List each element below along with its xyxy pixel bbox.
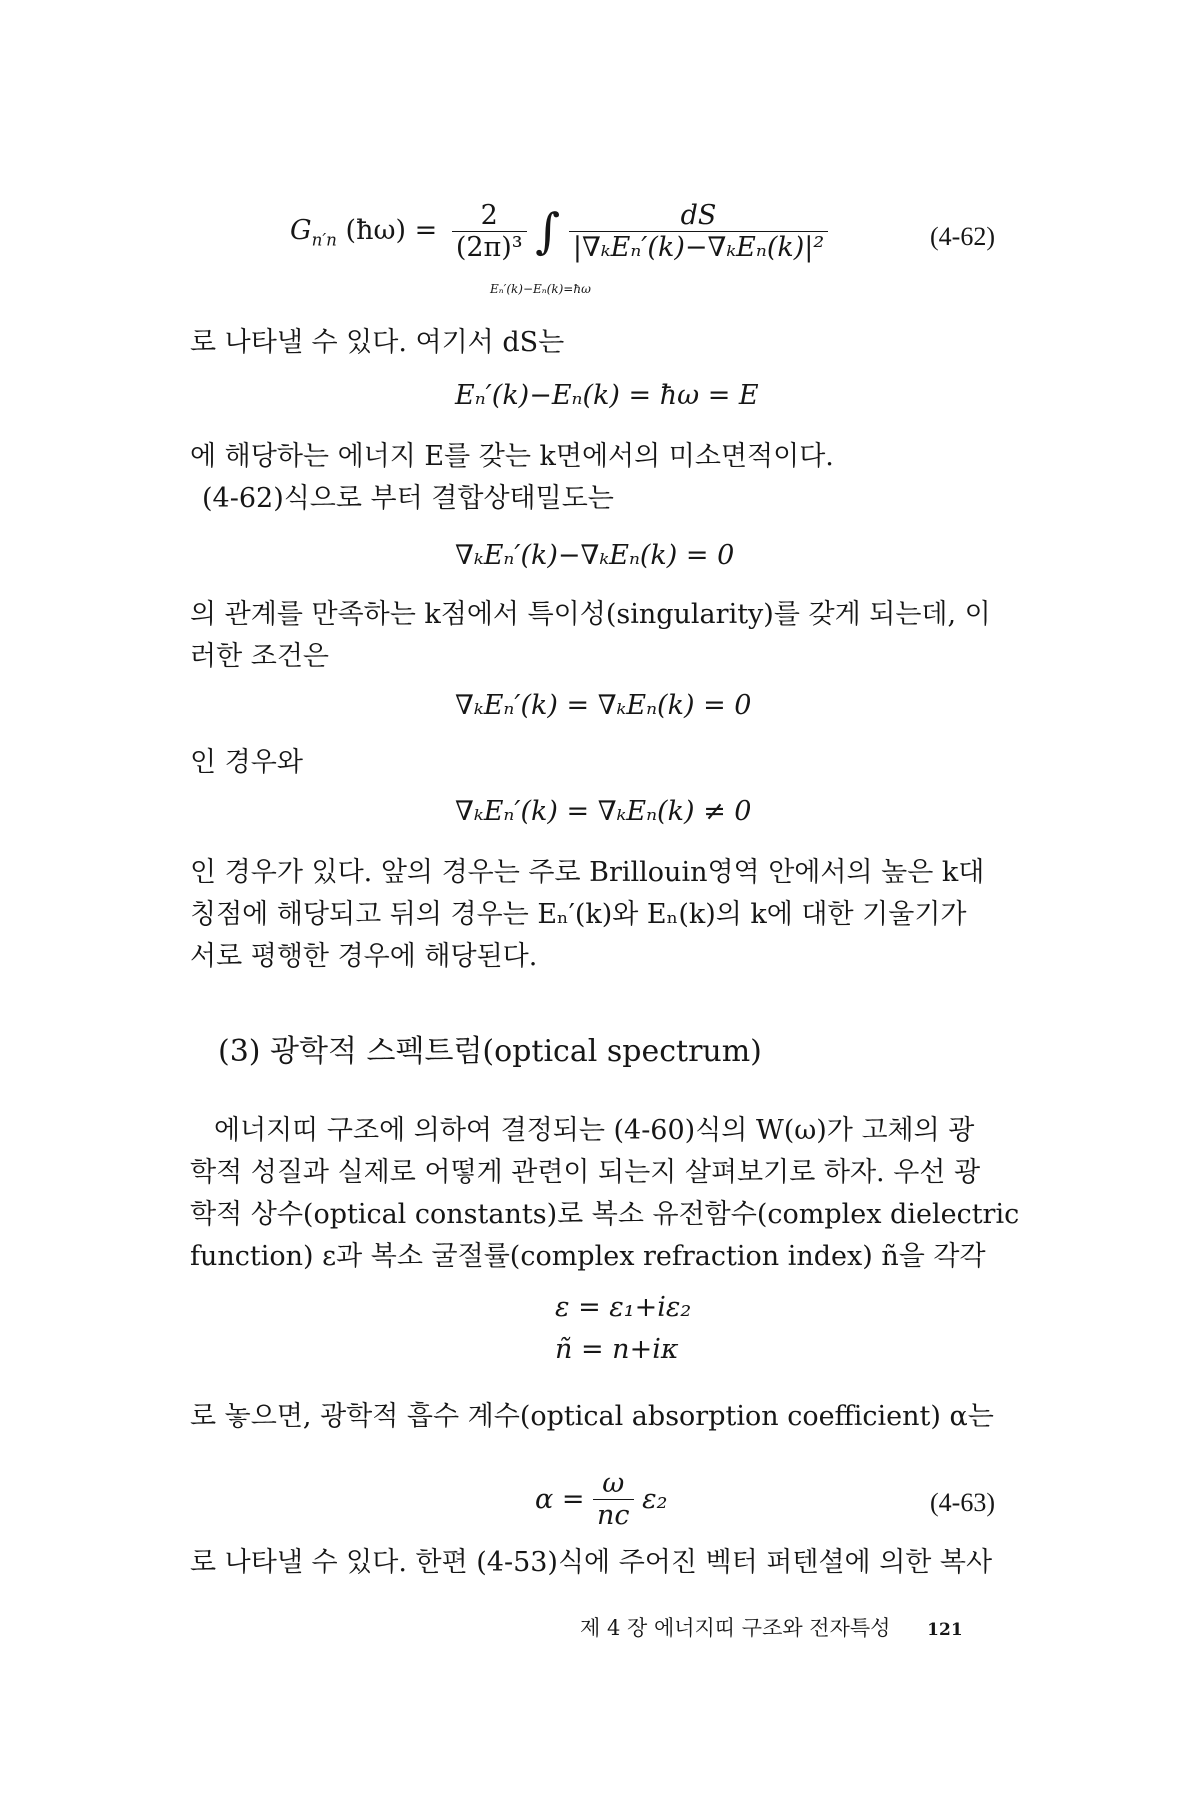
text-line: 러한 조건은: [190, 641, 329, 672]
paragraph-3: [190, 594, 1058, 678]
paragraph-8: [190, 1542, 1058, 1584]
text-line: 학적 상수(optical constants)로 복소 유전함수(complex dielectric: [190, 1199, 1020, 1230]
eq-4-63-fraction: [593, 1468, 634, 1531]
chapter-title: 제 4 장 에너지띠 구조와 전자특성: [580, 1616, 891, 1640]
text-line: 에 해당하는 에너지 E를 갖는 k면에서의 미소면적이다.: [190, 441, 834, 472]
equation-number-4-62: (4-62): [930, 222, 995, 251]
equation-grad-diff-zero: ∇ₖEₙ′(k)−∇ₖEₙ(k) = 0: [455, 540, 735, 571]
integrand-num: dS: [569, 200, 828, 232]
eq-4-63-rhs: ε₂: [642, 1484, 668, 1515]
eq-4-63-lhs: α =: [535, 1484, 585, 1515]
text-line: 서로 평행한 경우에 해당된다.: [190, 941, 538, 972]
eq-integral-condition: Eₙ′(k)−Eₙ(k)=ħω: [490, 282, 591, 296]
text-line: 칭점에 해당되고 뒤의 경우는 Eₙ′(k)와 Eₙ(k)의 k에 대한 기울기가: [190, 899, 967, 930]
equation-number-4-63: (4-63): [930, 1488, 995, 1517]
frac-den: (2π)³: [455, 232, 523, 263]
paragraph-5: [190, 852, 1058, 978]
paragraph-4: [190, 742, 1058, 784]
integrand-den: |∇ₖEₙ′(k)−∇ₖEₙ(k)|²: [572, 232, 825, 263]
integral-sign: ∫: [535, 203, 561, 260]
text-line: 학적 성질과 실제로 어떻게 관련이 되는지 살펴보기로 하자. 우선 광: [190, 1157, 981, 1188]
equation-grad-equal-nonzero: ∇ₖEₙ′(k) = ∇ₖEₙ(k) ≠ 0: [455, 796, 752, 827]
eq-lhs-arg: (ħω) =: [345, 215, 438, 246]
text-line: function) ε과 복소 굴절률(complex refraction index) ñ을 각각: [190, 1241, 986, 1272]
page-number: 121: [927, 1620, 963, 1640]
paragraph-6: [190, 1110, 1058, 1278]
text-line: 로 놓으면, 광학적 흡수 계수(optical absorption coefficient) α는: [190, 1401, 994, 1432]
page-footer: [580, 1612, 963, 1642]
eq-lhs-sub: n′n: [311, 229, 337, 250]
text-line: 인 경우가 있다. 앞의 경우는 주로 Brillouin영역 안에서의 높은 k대: [190, 857, 985, 888]
equation-4-63: [535, 1468, 667, 1531]
paragraph-1: [190, 322, 1058, 364]
text-line: 의 관계를 만족하는 k점에서 특이성(singularity)를 갖게 되는데, 이: [190, 599, 991, 630]
equation-n-tilde: ñ = n+iκ: [555, 1334, 679, 1365]
equation-epsilon: ε = ε₁+iε₂: [555, 1292, 692, 1323]
eq-lhs: G: [290, 215, 312, 246]
text-line: 로 나타낼 수 있다. 여기서 dS는: [190, 327, 565, 358]
paragraph-7: [190, 1396, 1058, 1438]
eq-fraction-2pi: [452, 200, 527, 263]
paragraph-2: [190, 436, 1058, 520]
frac-num: 2: [452, 200, 527, 232]
text-line: (4-62)식으로 부터 결합상태밀도는: [202, 483, 614, 514]
eq-4-63-num: ω: [593, 1468, 634, 1500]
eq-integrand: [569, 200, 828, 263]
eq-4-63-den: nc: [597, 1500, 630, 1531]
text-line: 에너지띠 구조에 의하여 결정되는 (4-60)식의 W(ω)가 고체의 광: [214, 1115, 975, 1146]
text-line: 인 경우와: [190, 747, 303, 778]
text-line: 로 나타낼 수 있다. 한편 (4-53)식에 주어진 벡터 퍼텐셜에 의한 복사: [190, 1547, 993, 1578]
equation-grad-equal-zero: ∇ₖEₙ′(k) = ∇ₖEₙ(k) = 0: [455, 690, 752, 721]
section-heading: (3) 광학적 스펙트럼(optical spectrum): [218, 1034, 762, 1069]
equation-energy-diff: Eₙ′(k)−Eₙ(k) = ħω = E: [455, 380, 759, 411]
